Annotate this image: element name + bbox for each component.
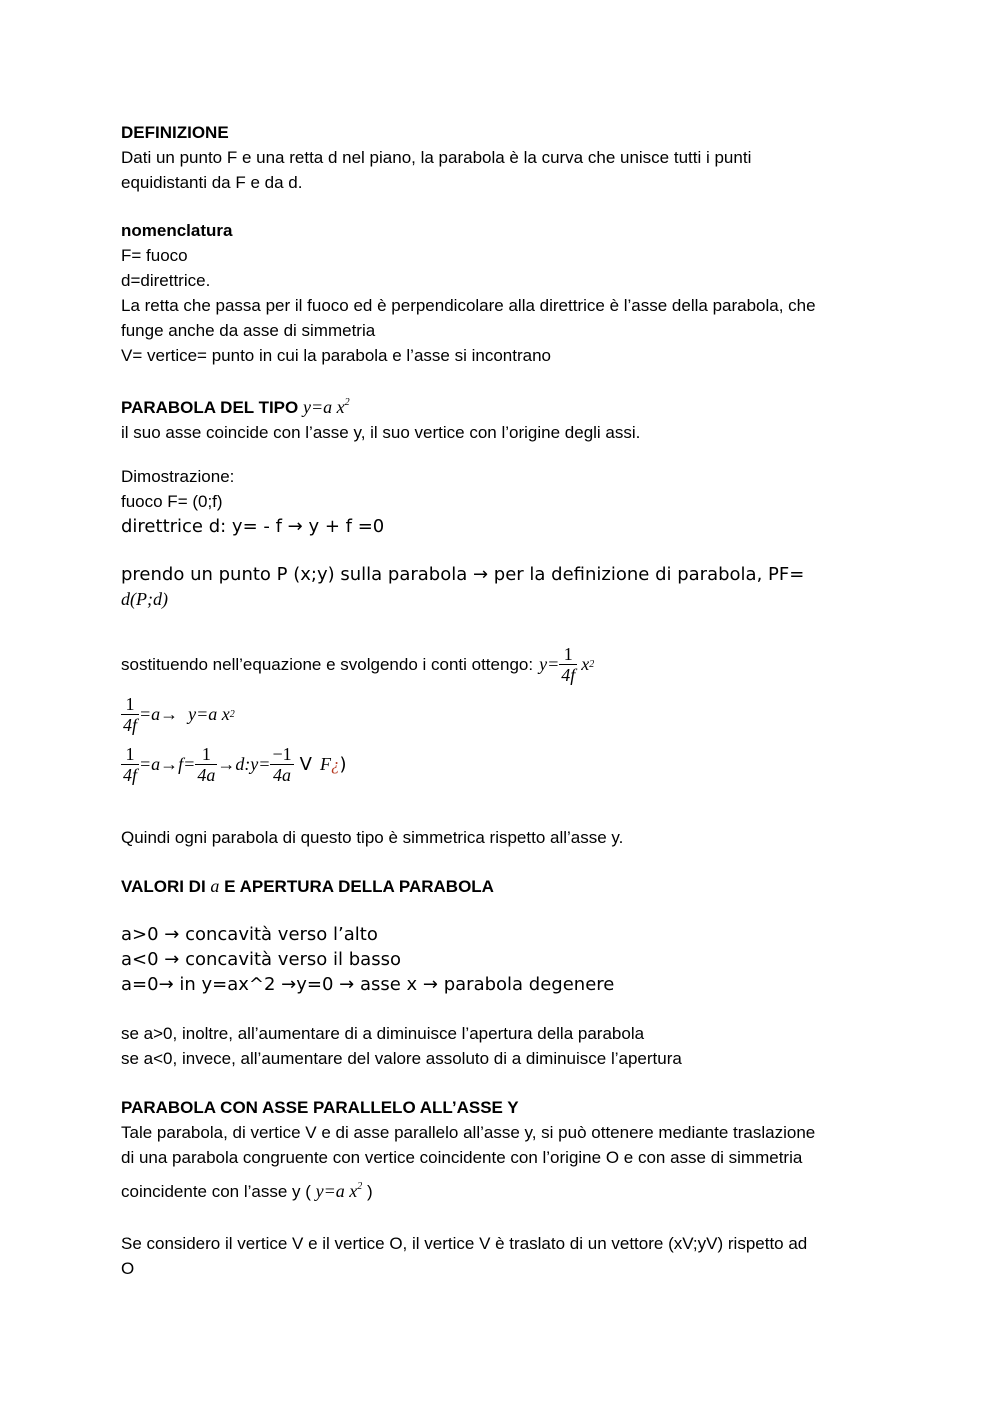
values-title-pre: VALORI DI xyxy=(121,877,206,896)
eq1-y-ax: y=a x xyxy=(188,704,230,724)
values-case-2: a<0 → concavità verso il basso xyxy=(121,949,401,970)
nomenclature-line-5: V= vertice= punto in cui la parabola e l’asse si incontrano xyxy=(121,346,551,365)
eq1-equals-a: =a→ xyxy=(139,704,179,724)
values-title-post: E APERTURA DELLA PARABOLA xyxy=(224,877,494,896)
translation-line-1: Se considero il vertice V e il vertice O, il vertice V è traslato di un vettore (xV;yV) rispetto ad xyxy=(121,1234,808,1253)
proof-focus: fuoco F= (0;f) xyxy=(121,492,223,511)
parallel-axis-title: PARABOLA CON ASSE PARALLELO ALL’ASSE Y xyxy=(121,1098,519,1117)
eq2-close-paren: ) xyxy=(339,754,347,775)
parabola-type-section xyxy=(121,390,891,445)
substitution-line xyxy=(121,644,891,685)
parallel-axis-line-3-post: ) xyxy=(367,1182,373,1201)
eq2-numerator-3: −1 xyxy=(272,744,292,764)
eq2-v-symbol: V xyxy=(299,754,312,775)
eq2-f-symbol: F xyxy=(319,754,331,774)
substitution-exponent: 2 xyxy=(589,659,595,670)
parabola-type-heading xyxy=(121,390,891,420)
definition-line-1: Dati un punto F e una retta d nel piano, la parabola è la curva che unisce tutti i punti xyxy=(121,148,752,167)
eq2-numerator-1: 1 xyxy=(121,744,139,765)
parabola-type-line: il suo asse coincide con l’asse y, il suo vertice con l’origine degli assi. xyxy=(121,423,641,442)
nomenclature-line-4: funge anche da asse di simmetria xyxy=(121,321,376,340)
values-heading xyxy=(121,874,891,899)
proof-title: Dimostrazione: xyxy=(121,467,235,486)
parallel-axis-exponent: 2 xyxy=(357,1181,363,1192)
fraction-numerator: 1 xyxy=(559,644,577,665)
eq1-fraction xyxy=(121,694,139,735)
eq2-fraction-2 xyxy=(195,744,217,785)
values-title-a: a xyxy=(210,876,220,896)
equation-line-1 xyxy=(121,694,891,735)
nomenclature-title: nomenclatura xyxy=(121,221,233,240)
nomenclature-section xyxy=(121,218,891,368)
proof-point-line: prendo un punto P (x;y) sulla parabola → per la definizione di parabola, PF= xyxy=(121,564,805,585)
definition-section xyxy=(121,120,891,195)
parallel-axis-line-3-pre: coincidente con l’asse y ( xyxy=(121,1182,311,1201)
parallel-axis-line-3 xyxy=(121,1174,891,1204)
parallel-axis-line-2: di una parabola congruente con vertice coincidente con l’origine O e con asse di simmetria xyxy=(121,1148,803,1167)
parabola-type-exponent: 2 xyxy=(344,397,350,408)
eq2-numerator-2: 1 xyxy=(195,744,217,765)
fraction-denominator: 4f xyxy=(561,665,576,685)
eq2-denominator-1: 4f xyxy=(123,765,138,785)
eq2-fraction-3 xyxy=(270,744,293,785)
proof-point-block xyxy=(121,562,891,612)
values-section xyxy=(121,874,891,899)
parabola-type-title: PARABOLA DEL TIPO xyxy=(121,398,299,417)
definition-title: DEFINIZIONE xyxy=(121,123,229,142)
eq2-denominator-2: 4a xyxy=(197,765,216,785)
equation-line-2 xyxy=(121,744,891,785)
parallel-axis-formula: y=a x xyxy=(315,1181,358,1201)
values-case-1: a>0 → concavità verso l’alto xyxy=(121,924,378,945)
parallel-axis-line-1: Tale parabola, di vertice V e di asse parallelo all’asse y, si può ottenere mediante traslazione xyxy=(121,1123,816,1142)
nomenclature-line-1: F= fuoco xyxy=(121,246,188,265)
proof-directrix: direttrice d: y= - f → y + f =0 xyxy=(121,516,385,537)
translation-section xyxy=(121,1231,891,1281)
values-note-2: se a<0, invece, all’aumentare del valore assoluto di a diminuisce l’apertura xyxy=(121,1049,682,1068)
values-case-3: a=0→ in y=ax^2 →y=0 → asse x → parabola degenere xyxy=(121,974,615,995)
eq1-numerator: 1 xyxy=(121,694,139,715)
translation-line-2: O xyxy=(121,1259,135,1278)
proof-section xyxy=(121,464,891,539)
conclusion-line: Quindi ogni parabola di questo tipo è simmetrica rispetto all’asse y. xyxy=(121,828,624,847)
values-cases xyxy=(121,922,891,997)
substitution-fraction xyxy=(559,644,577,685)
eq2-equals-f: =a→f= xyxy=(139,754,196,774)
eq2-directrix: →d:y= xyxy=(217,754,271,774)
definition-line-2: equidistanti da F e da d. xyxy=(121,173,303,192)
eq2-fraction-1 xyxy=(121,744,139,785)
nomenclature-line-2: d=direttrice. xyxy=(121,271,211,290)
nomenclature-line-3: La retta che passa per il fuoco ed è perpendicolare alla direttrice è l’asse della parabola, che xyxy=(121,296,816,315)
parabola-type-formula: y=a x xyxy=(302,397,345,417)
eq2-inverted-question: ¿ xyxy=(330,755,340,774)
values-note-1: se a>0, inoltre, all’aumentare di a diminuisce l’apertura della parabola xyxy=(121,1024,645,1043)
eq2-denominator-3: 4a xyxy=(273,765,292,785)
eq1-denominator: 4f xyxy=(123,715,138,735)
proof-distance: d(P;d) xyxy=(121,589,168,609)
substitution-y: y= xyxy=(539,654,560,674)
eq1-exponent: 2 xyxy=(229,709,235,720)
substitution-x: x xyxy=(581,654,590,674)
substitution-text: sostituendo nell’equazione e svolgendo i conti ottengo: xyxy=(121,655,534,674)
parallel-axis-section xyxy=(121,1095,891,1204)
values-notes xyxy=(121,1021,891,1071)
